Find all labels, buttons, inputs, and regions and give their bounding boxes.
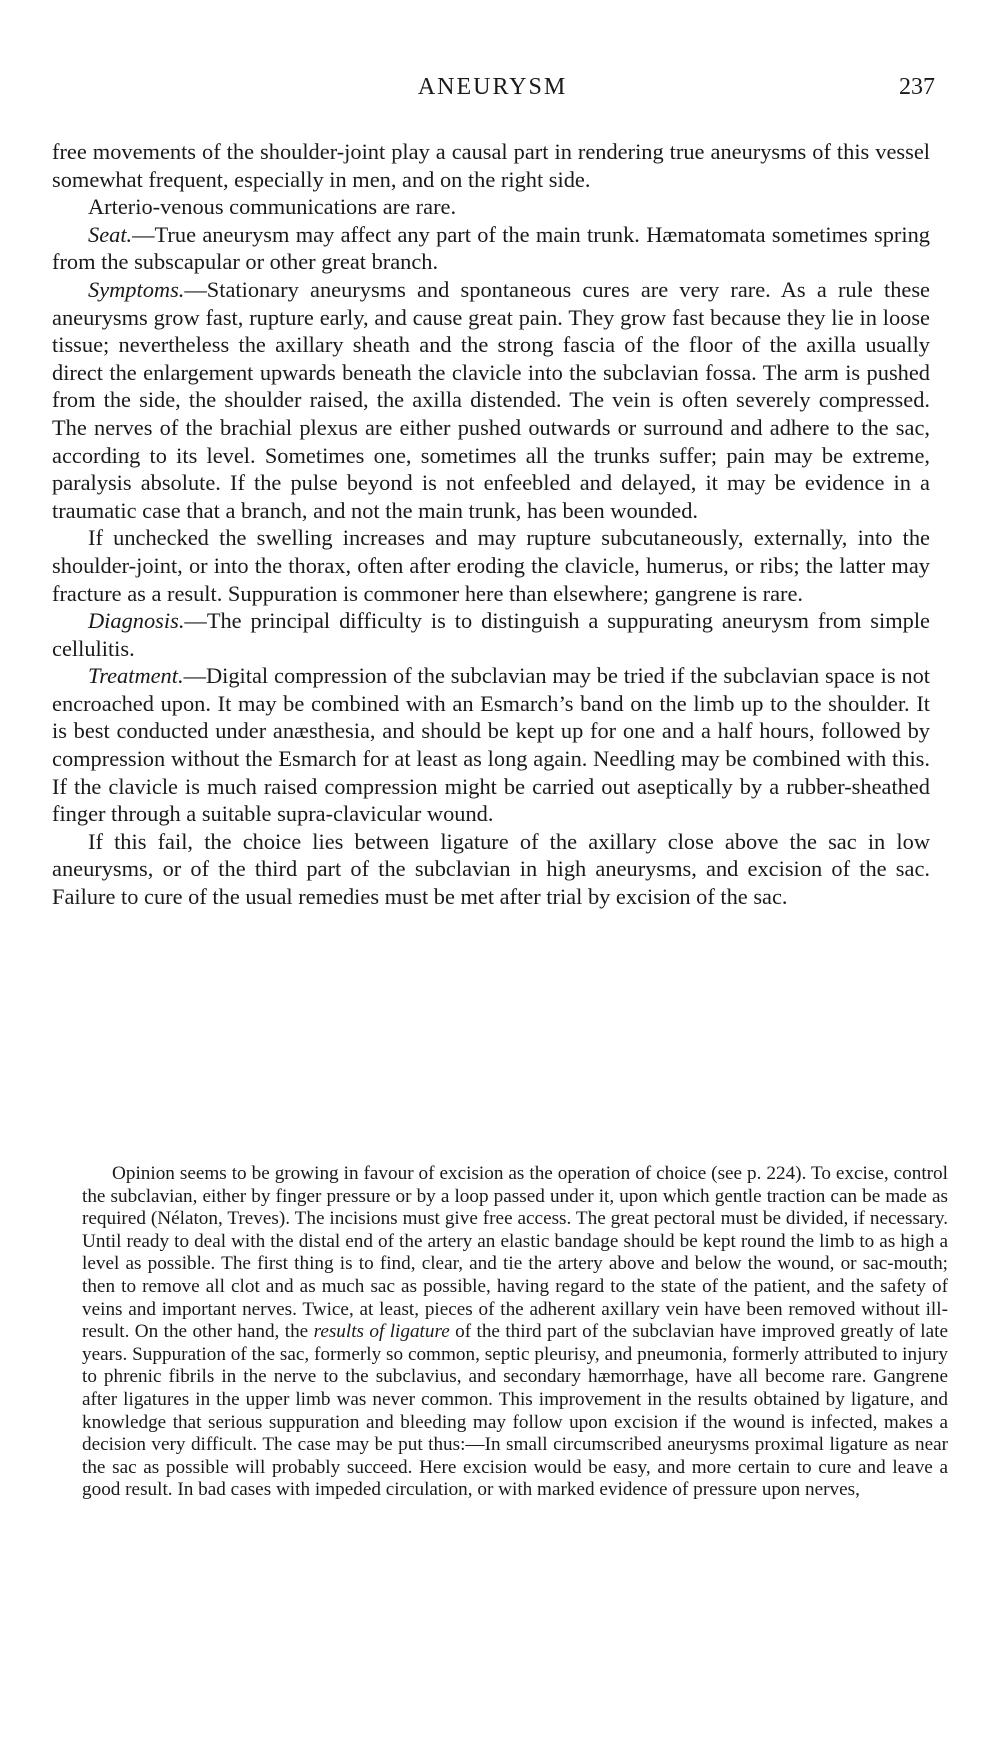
small-print-italic: results of ligature — [313, 1321, 450, 1343]
paragraph-arterio-venous — [52, 193, 930, 221]
paragraph-text: —Digital compression of the subclavian may be tried if the subclavian space is not encroached upon. It may be combined with an Esmarch’s band on the limb up to the shoulder. It is best conducted under anæsthesia, and should be kept up for one and a half hours, followed by compression without the Esmarch for at least as long again. Needling may be combined with this. If the clavicle is much raised compression might be carried out aseptically by a rubber-sheathed finger through a suitable supra-clavicular wound. — [52, 663, 930, 827]
paragraph-text: If unchecked the swelling increases and may rupture subcutaneously, externally, into the shoulder-joint, or into the thorax, often after eroding the clavicle, humerus, or ribs; the latter may fracture as a result. Suppuration is commoner here than elsewhere; gangrene is rare. — [52, 525, 930, 606]
paragraph-text: If this fail, the choice lies between ligature of the axillary close above the sac in low aneurysms, or of the third part of the subclavian in high aneurysms, and excision of the sac. Failure to cure of the usual remedies must be met after trial by excision of the sac. — [52, 828, 930, 910]
section-heading: Symptoms. — [88, 276, 185, 302]
paragraph-text: —The principal difficulty is to distinguish a suppurating aneurysm from simple cellulitis. — [52, 608, 930, 661]
section-heading: Treatment. — [88, 663, 184, 689]
paragraph-text: Arterio-venous communications are rare. — [88, 194, 457, 220]
paragraph-diagnosis — [52, 607, 930, 662]
main-text — [52, 138, 930, 911]
small-print-paragraph — [82, 1163, 948, 1502]
paragraph-seat — [52, 221, 930, 276]
small-print-text: of the third part of the subclavian have improved greatly of late years. Suppuration of the sac, formerly so common, septic pleurisy, and pneumonia, formerly attributed to injury to phrenic fibrils in the nerve to the subclavius, and secondary hæmorrhage, have all become rare. Gangrene after ligatures in the upper limb was never common. This improvement in the results obtained by ligature, and knowledge that serious suppuration and bleeding may follow upon excision if the wound is infected, makes a decision very difficult. The case may be put thus:—In small circumscribed aneurysms proximal ligature as near the sac as possible will probably succeed. Here excision would be easy, and more certain to cure and leave a good result. In bad cases with impeded circulation, or with marked evidence of pressure upon nerves, — [82, 1321, 948, 1501]
running-title: ANEURYSM — [417, 74, 568, 100]
section-heading: Diagnosis. — [88, 608, 185, 634]
paragraph-continuation — [52, 138, 930, 193]
paragraph-ligature-choice — [52, 828, 930, 911]
paragraph-unchecked — [52, 524, 930, 607]
paragraph-symptoms — [52, 276, 930, 524]
paragraph-text: free movements of the shoulder-joint play a causal part in rendering true aneurysms of this vessel somewhat frequent, especially in men, and on the right side. — [52, 139, 930, 192]
small-print-note — [82, 1163, 948, 1502]
small-print-text: Opinion seems to be growing in favour of excision as the operation of choice (see p. 224). To excise, control the subclavian, either by finger pressure or by a loop passed under it, upon which gentle traction can be made as required (Nélaton, Treves). The incisions must give free access. The great pectoral must be divided, if necessary. Until ready to deal with the distal end of the artery an elastic bandage should be kept round the limb to as high a level as possible. The first thing is to find, clear, and tie the artery above and below the wound, or sac-mouth; then to remove all clot and as much sac as possible, having regard to the state of the patient, and the safety of veins and important nerves. Twice, at least, pieces of the adherent axillary vein have been removed without ill-result. On the other hand, the — [82, 1163, 948, 1343]
paragraph-text: —Stationary aneurysms and spontaneous cures are very rare. As a rule these aneurysms grow fast, rupture early, and cause great pain. They grow fast because they lie in loose tissue; nevertheless the axillary sheath and the strong fascia of the floor of the axilla usually direct the enlargement upwards beneath the clavicle into the subclavian fossa. The arm is pushed from the side, the shoulder raised, the axilla distended. The vein is often severely compressed. The nerves of the brachial plexus are either pushed outwards or surround and adhere to the sac, according to its level. Sometimes one, sometimes all the trunks suffer; pain may be extreme, paralysis absolute. If the pulse beyond is not enfeebled and delayed, it may be evidence in a traumatic case that a branch, and not the main trunk, has been wounded. — [52, 276, 930, 523]
page-number: 237 — [899, 74, 935, 100]
page-header — [50, 74, 935, 114]
paragraph-treatment — [52, 662, 930, 828]
paragraph-text: —True aneurysm may affect any part of the main trunk. Hæmatomata sometimes spring from the subscapular or other great branch. — [52, 221, 930, 275]
section-heading: Seat. — [88, 221, 133, 247]
